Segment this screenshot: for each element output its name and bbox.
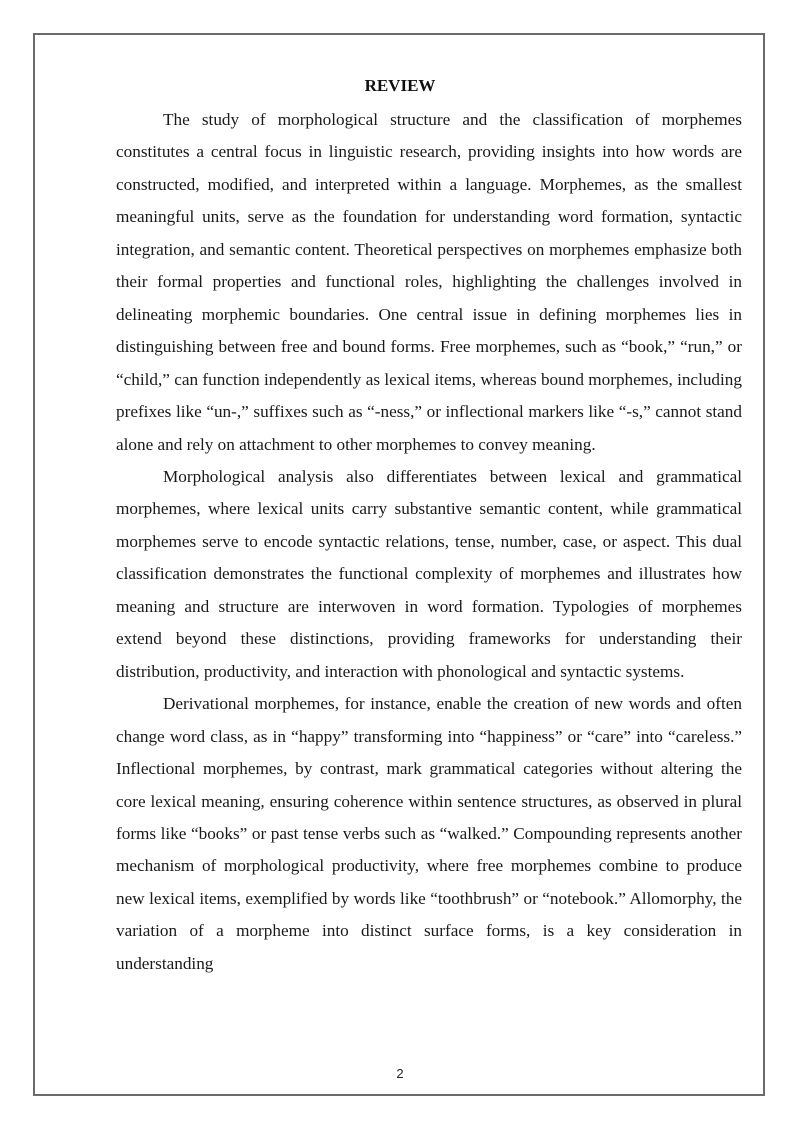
section-heading: REVIEW bbox=[364, 76, 436, 95]
paragraph-2: Morphological analysis also differentiates between lexical and grammatical morphemes, where lexical units carry substantive semantic content, while grammatical morphemes serve to encode syntactic relations, tense, number, case, or aspect. This dual classification demonstrates the functional complexity of morphemes and illustrates how meaning and structure are interwoven in word formation. Typologies of morphemes extend beyond these distinctions, providing frameworks for understanding their distribution, productivity, and interaction with phonological and syntactic systems. bbox=[116, 466, 742, 681]
paragraph-1: The study of morphological structure and the classification of morphemes constitutes a central focus in linguistic research, providing insights into how words are constructed, modified, and interpreted within a language. Morphemes, as the smallest meaningful units, serve as the foundation for understanding word formation, syntactic integration, and semantic content. Theoretical perspectives on morphemes emphasize both their formal properties and functional roles, highlighting the challenges involved in delineating morphemic boundaries. One central issue in defining morphemes lies in distinguishing between free and bound forms. Free morphemes, such as “book,” “run,” or “child,” can function independently as lexical items, whereas bound morphemes, including prefixes like “un-,” suffixes such as “-ness,” or inflectional markers like “-s,” cannot stand alone and rely on attachment to other morphemes to convey meaning. bbox=[116, 110, 742, 454]
paragraph-3: Derivational morphemes, for instance, enable the creation of new words and often change word class, as in “happy” transforming into “happiness” or “care” into “careless.” Inflectional morphemes, by contrast, mark grammatical categories without altering the core lexical meaning, ensuring coherence within sentence structures, as observed in plural forms like “books” or past tense verbs such as “walked.” Compounding represents another mechanism of morphological productivity, where free morphemes combine to produce new lexical items, exemplified by words like “toothbrush” or “notebook.” Allomorphy, the variation of a morpheme into distinct surface forms, is a key consideration in understanding bbox=[116, 694, 742, 973]
page-number: 2 bbox=[396, 1066, 404, 1081]
body-text bbox=[116, 104, 742, 980]
